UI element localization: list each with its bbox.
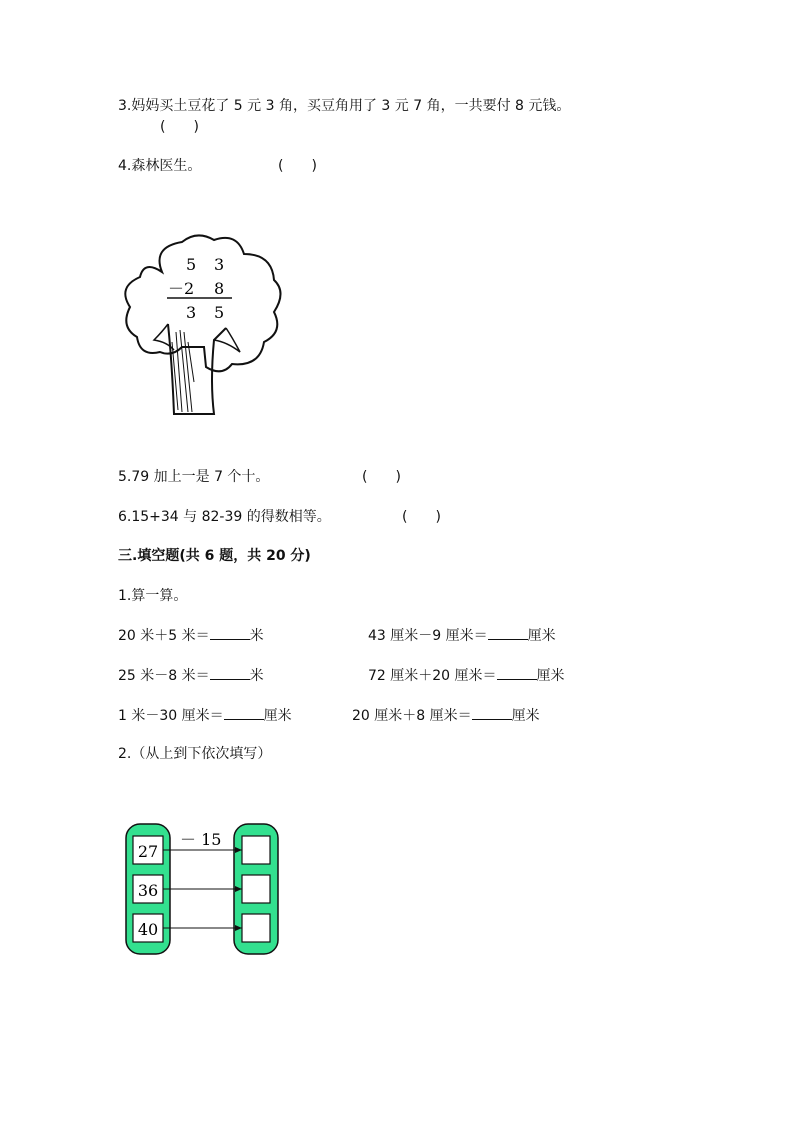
calc-2-left-expression: 25 米－8 米＝	[118, 668, 210, 684]
operation-label: － 15	[180, 830, 222, 849]
calc-1-left-expression: 20 米＋5 米＝	[118, 628, 210, 644]
calc-3-left-expression: 1 米－30 厘米＝	[118, 708, 224, 724]
trunk-bark-shading	[172, 330, 194, 412]
question-4-answer-paren[interactable]: ( )	[278, 158, 317, 174]
calc-1-left-blank[interactable]	[210, 625, 250, 640]
calc-3-left-unit: 厘米	[263, 708, 292, 724]
calc-1-right-unit: 厘米	[527, 628, 556, 644]
calc-1-right-expression: 43 厘米－9 厘米＝	[368, 628, 488, 644]
question-6-text: 6.15+34 与 82-39 的得数相等。	[118, 509, 331, 525]
input-value-1: 27	[137, 842, 159, 861]
mapping-diagram	[122, 820, 292, 960]
calc-2-right-expression: 72 厘米＋20 厘米＝	[368, 668, 497, 684]
calc-2-left-unit: 米	[249, 668, 264, 684]
output-box-1[interactable]	[242, 836, 270, 864]
digit-r1c1: 5	[186, 255, 197, 274]
calc-2-right-blank[interactable]	[497, 665, 537, 680]
fill-2-title: 2.（从上到下依次填写）	[118, 746, 272, 762]
question-6-answer-paren[interactable]: ( )	[402, 509, 441, 525]
calc-row-3-left	[118, 705, 292, 726]
question-3-text: 3.妈妈买土豆花了 5 元 3 角，买豆角用了 3 元 7 角，一共要付 8 元钱。	[118, 98, 571, 114]
calc-row-1-right	[368, 625, 556, 646]
question-4-text: 4.森林医生。	[118, 158, 202, 174]
input-value-2: 36	[137, 881, 159, 900]
calc-row-2-right	[368, 665, 565, 686]
calc-3-right-expression: 20 厘米＋8 厘米＝	[352, 708, 472, 724]
output-box-3[interactable]	[242, 914, 270, 942]
calc-row-2-left	[118, 665, 264, 686]
tree-illustration	[122, 232, 292, 422]
calc-row-3-right	[352, 705, 540, 726]
calc-3-right-unit: 厘米	[511, 708, 540, 724]
digit-r2c1: －2	[168, 279, 195, 298]
digit-r3c2: 5	[214, 303, 225, 322]
input-value-3: 40	[137, 920, 159, 939]
calc-2-left-blank[interactable]	[210, 665, 250, 680]
section-3-title: 三.填空题(共 6 题，共 20 分)	[118, 548, 311, 564]
calc-1-right-blank[interactable]	[488, 625, 528, 640]
trunk-right-branch	[214, 328, 240, 352]
output-box-2[interactable]	[242, 875, 270, 903]
digit-r1c2: 3	[214, 255, 225, 274]
calc-1-left-unit: 米	[249, 628, 264, 644]
digit-r2c2: 8	[214, 279, 225, 298]
tree-crown	[125, 235, 280, 371]
question-5-text: 5.79 加上一是 7 个十。	[118, 469, 270, 485]
calc-row-1-left	[118, 625, 264, 646]
calc-3-right-blank[interactable]	[472, 705, 512, 720]
question-3-answer-paren[interactable]: ( )	[160, 119, 199, 135]
calc-3-left-blank[interactable]	[224, 705, 264, 720]
fill-1-title: 1.算一算。	[118, 588, 188, 604]
calc-2-right-unit: 厘米	[536, 668, 565, 684]
question-5-answer-paren[interactable]: ( )	[362, 469, 401, 485]
digit-r3c1: 3	[186, 303, 197, 322]
